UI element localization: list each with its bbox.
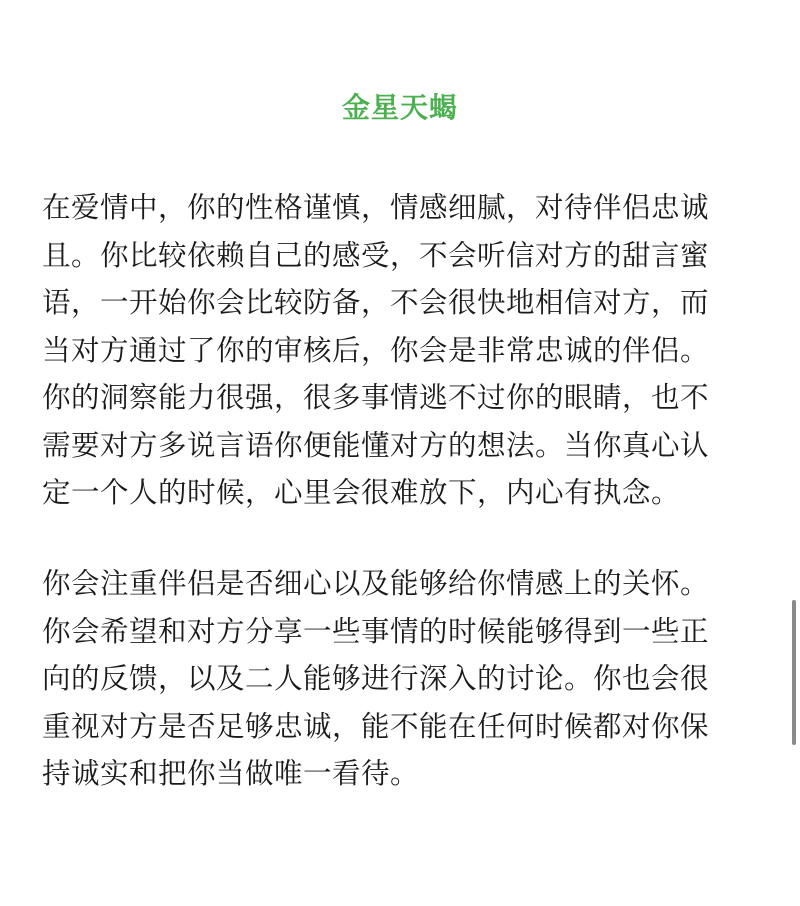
paragraph-line: 你会注重伴侣是否细心以及能够给你情感上的关怀。 — [42, 567, 710, 600]
paragraph-line: 语，一开始你会比较防备，不会很快地相信对方，而 — [42, 286, 710, 319]
paragraph-line: 持诚实和把你当做唯一看待。 — [42, 757, 420, 790]
paragraph-line: 当对方通过了你的审核后，你会是非常忠诚的伴侣。 — [42, 333, 710, 367]
paragraph-line: 你会希望和对方分享一些事情的时候能够得到一些正 — [42, 614, 710, 648]
paragraph-line: 在爱情中，你的性格谨慎，情感细腻，对待伴侣忠诚 — [42, 191, 710, 224]
paragraph-line: 向的反馈，以及二人能够进行深入的讨论。你也会很 — [42, 662, 710, 695]
paragraph-line: 需要对方多说言语你便能懂对方的想法。当你真心认 — [42, 428, 710, 462]
paragraph-line: 定一个人的时候，心里会很难放下，内心有执念。 — [42, 476, 681, 509]
paragraph-2 — [42, 560, 760, 798]
paragraph-line: 且。你比较依赖自己的感受，不会听信对方的甜言蜜 — [42, 238, 710, 272]
article-title: 金星天蝎 — [341, 91, 458, 124]
paragraph-line: 重视对方是否足够忠诚，能不能在任何时候都对你保 — [42, 709, 710, 743]
vertical-scrollbar[interactable] — [792, 600, 796, 745]
paragraph-line: 你的洞察能力很强，很多事情逃不过你的眼睛，也不 — [42, 381, 710, 414]
paragraph-1 — [42, 184, 760, 517]
